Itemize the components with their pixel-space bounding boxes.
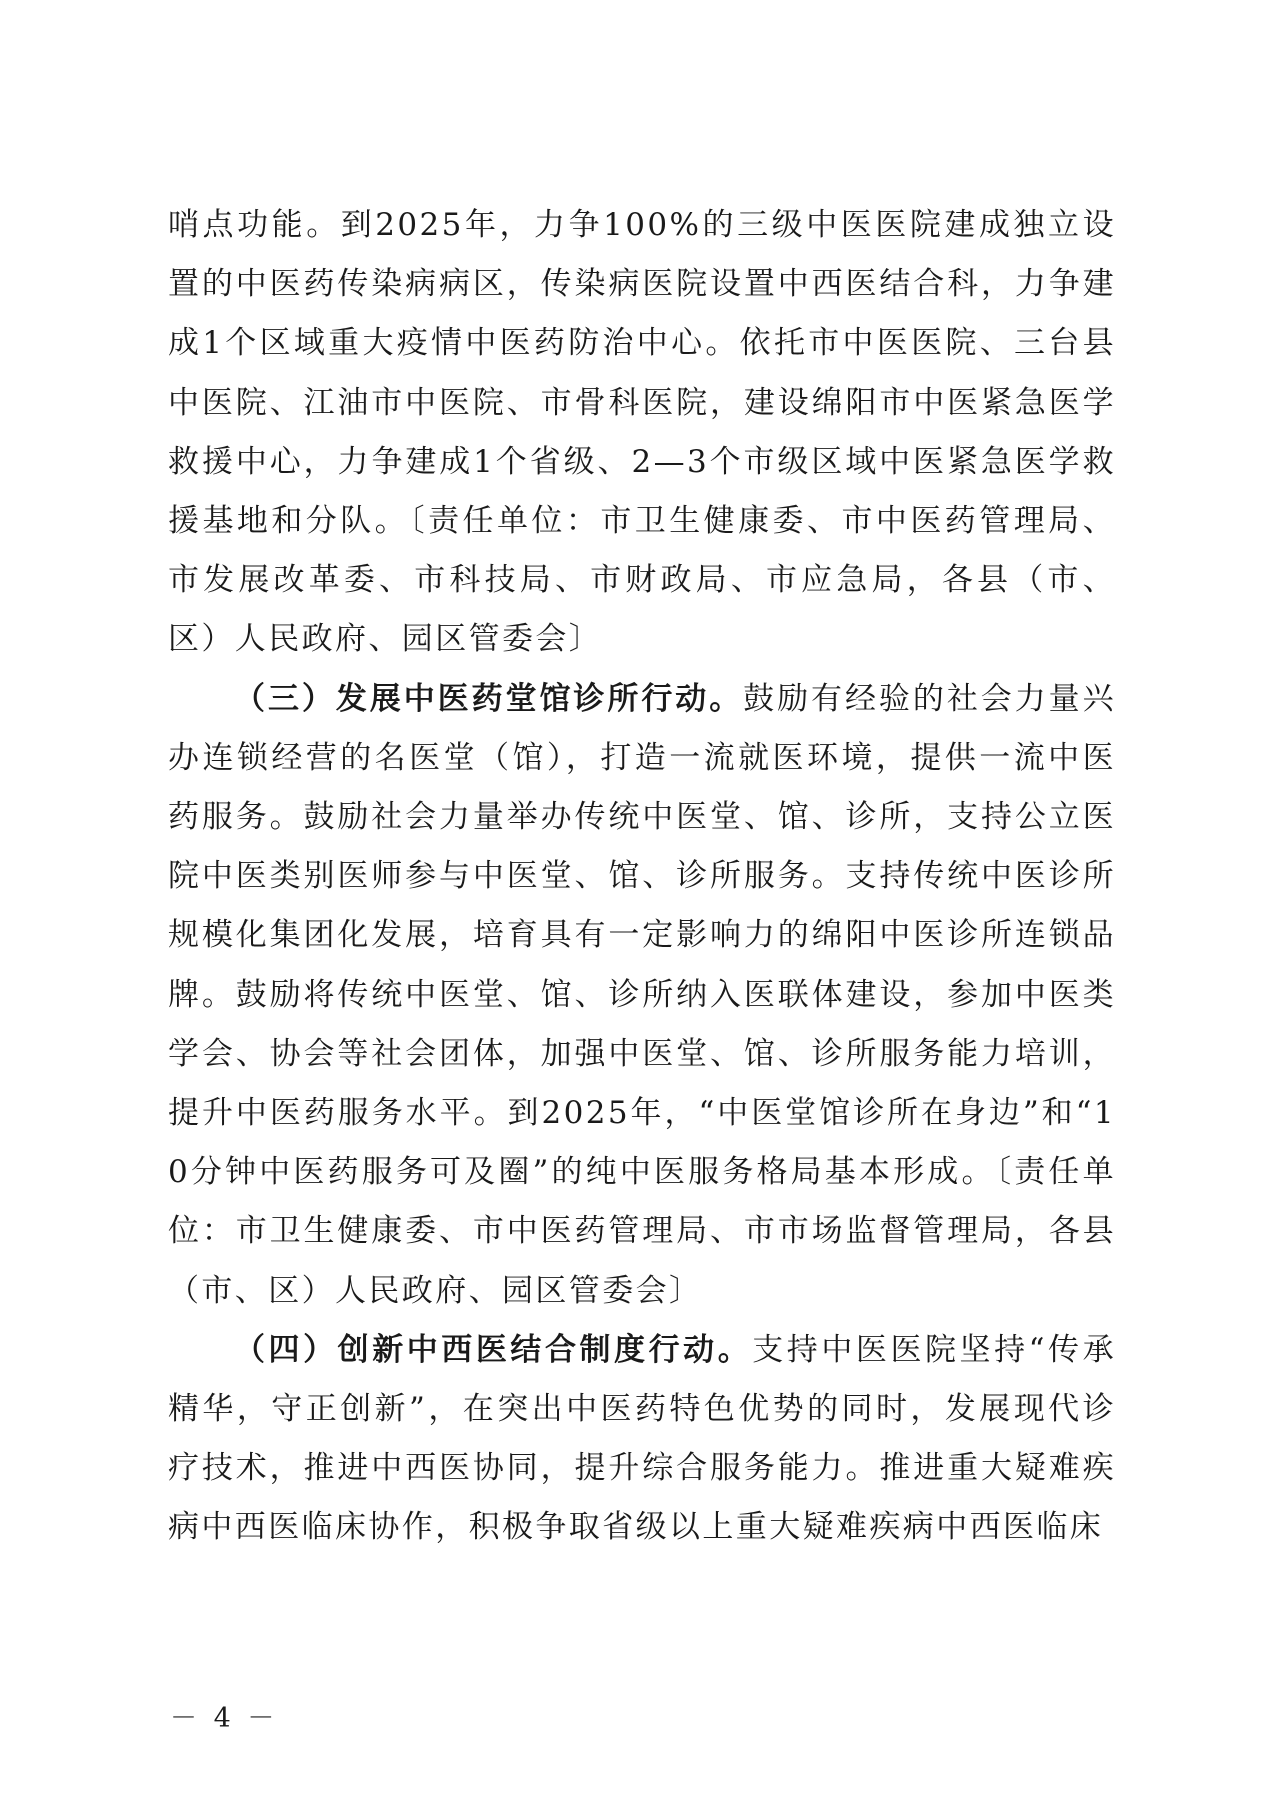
paragraph-section-three xyxy=(168,670,1116,1321)
section-four-heading: （四）创新中西医结合制度行动。 xyxy=(234,1331,753,1368)
page-number: － 4 － xyxy=(170,1703,279,1734)
section-three-text: 鼓励有经验的社会力量兴办连锁经营的名医堂（馆），打造一流就医环境，提供一流中医药服务。鼓励社会力量举办传统中医堂、馆、诊所，支持公立医院中医类别医师参与中医堂、馆、诊所服务。支持传统中医诊所规模化集团化发展，培育具有一定影响力的绵阳中医诊所连锁品牌。鼓励将传统中医堂、馆、诊所纳入医联体建设，参加中医类学会、协会等社会团体，加强中医堂、馆、诊所服务能力培训，提升中医药服务水平。到2025年，“中医堂馆诊所在身边”和“10分钟中医药服务可及圈”的纯中医服务格局基本形成。〔责任单位：市卫生健康委、市中医药管理局、市市场监督管理局，各县（市、区）人民政府、园区管委会〕 xyxy=(168,680,1116,1309)
paragraph-section-four xyxy=(168,1321,1116,1558)
section-four-text: 支持中医医院坚持“传承精华，守正创新”，在突出中医药特色优势的同时，发展现代诊疗技术，推进中西医协同，提升综合服务能力。推进重大疑难疾病中西医临床协作，积极争取省级以上重大疑难疾病中西医临床 xyxy=(168,1331,1116,1546)
paragraph-continuation xyxy=(168,196,1116,670)
document-body xyxy=(168,196,1116,1558)
paragraph-1-text: 哨点功能。到2025年，力争100%的三级中医医院建成独立设置的中医药传染病病区，传染病医院设置中西医结合科，力争建成1个区域重大疫情中医药防治中心。依托市中医医院、三台县中医院、江油市中医院、市骨科医院，建设绵阳市中医紧急医学救援中心，力争建成1个省级、2—3个市级区域中医紧急医学救援基地和分队。〔责任单位：市卫生健康委、市中医药管理局、市发展改革委、市科技局、市财政局、市应急局，各县（市、区）人民政府、园区管委会〕 xyxy=(168,207,1116,658)
section-three-heading: （三）发展中医药堂馆诊所行动。 xyxy=(234,680,744,717)
